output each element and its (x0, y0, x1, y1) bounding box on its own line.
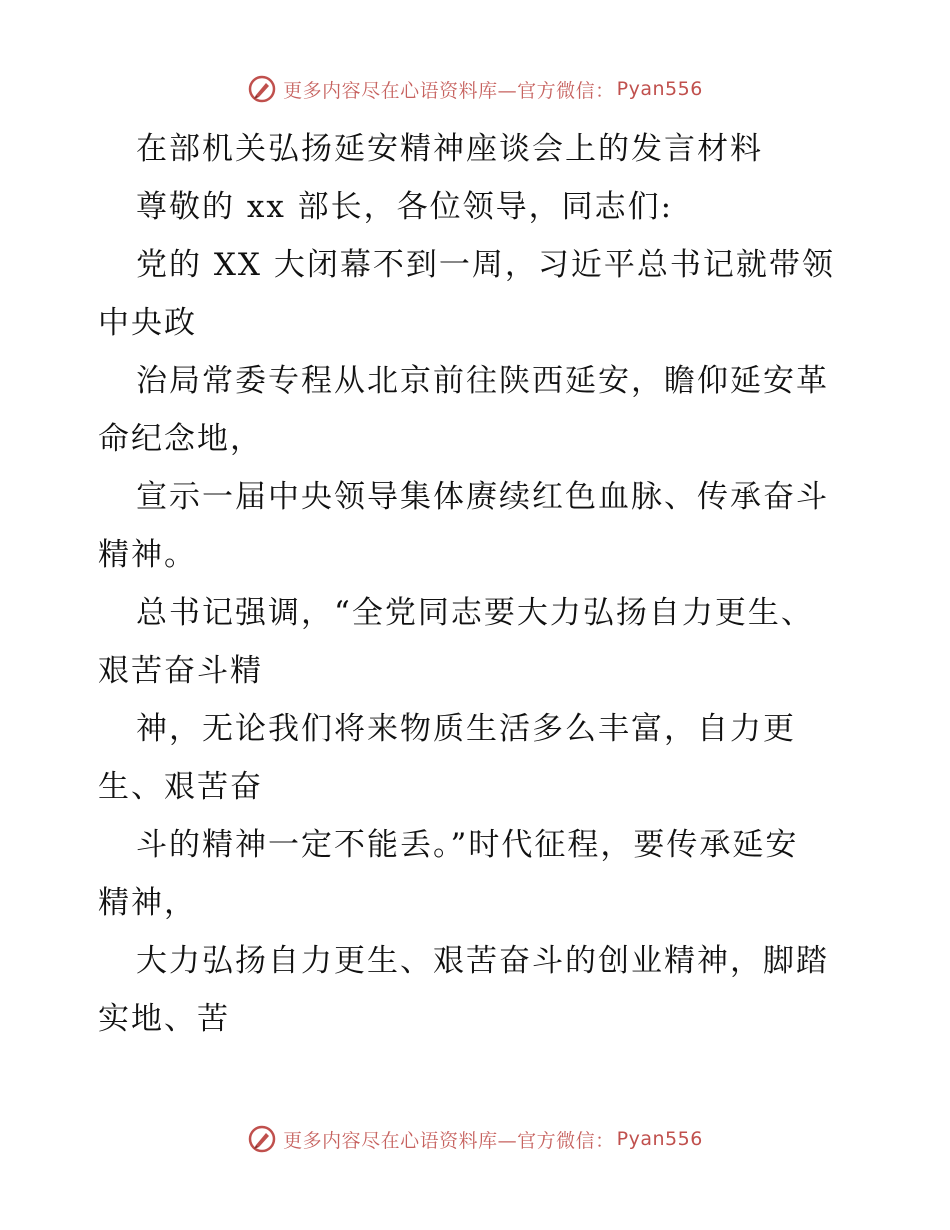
document-title: 在部机关弘扬延安精神座谈会上的发言材料 (136, 131, 763, 167)
header-watermark (0, 74, 950, 104)
paragraph-line: 艰苦奋斗精 (98, 653, 263, 689)
paragraph-line: 精神， (98, 885, 197, 921)
pen-logo-icon (247, 1124, 277, 1154)
paragraph-line: 实地、苦 (98, 1001, 230, 1037)
watermark-text: 更多内容尽在心语资料库—官方微信： (283, 79, 615, 102)
paragraph-line: 神，无论我们将来物质生活多么丰富，自力更 (136, 711, 796, 747)
paragraph-line: 精神。 (98, 537, 197, 573)
salutation: 尊敬的 xx 部长，各位领导，同志们: (136, 189, 674, 225)
paragraph-line: 党的 XX 大闭幕不到一周，习近平总书记就带领 (136, 247, 835, 283)
paragraph-line: 大力弘扬自力更生、艰苦奋斗的创业精神，脚踏 (136, 943, 829, 979)
watermark-text: 更多内容尽在心语资料库—官方微信： (283, 1129, 615, 1152)
footer-watermark (0, 1124, 950, 1154)
paragraph-line: 中央政 (98, 305, 197, 341)
watermark-handle: Pyan556 (616, 1128, 703, 1150)
paragraph-line: 总书记强调，“全党同志要大力弘扬自力更生、 (136, 595, 814, 631)
paragraph-line: 斗的精神一定不能丢。”时代征程，要传承延安 (136, 827, 799, 863)
paragraph-line: 治局常委专程从北京前往陕西延安，瞻仰延安革 (136, 363, 829, 399)
paragraph-line: 命纪念地， (98, 421, 263, 457)
pen-logo-icon (247, 74, 277, 104)
paragraph-line: 宣示一届中央领导集体赓续红色血脉、传承奋斗 (136, 479, 829, 515)
paragraph-line: 生、艰苦奋 (98, 769, 263, 805)
document-body (98, 120, 858, 1048)
watermark-handle: Pyan556 (616, 78, 703, 100)
